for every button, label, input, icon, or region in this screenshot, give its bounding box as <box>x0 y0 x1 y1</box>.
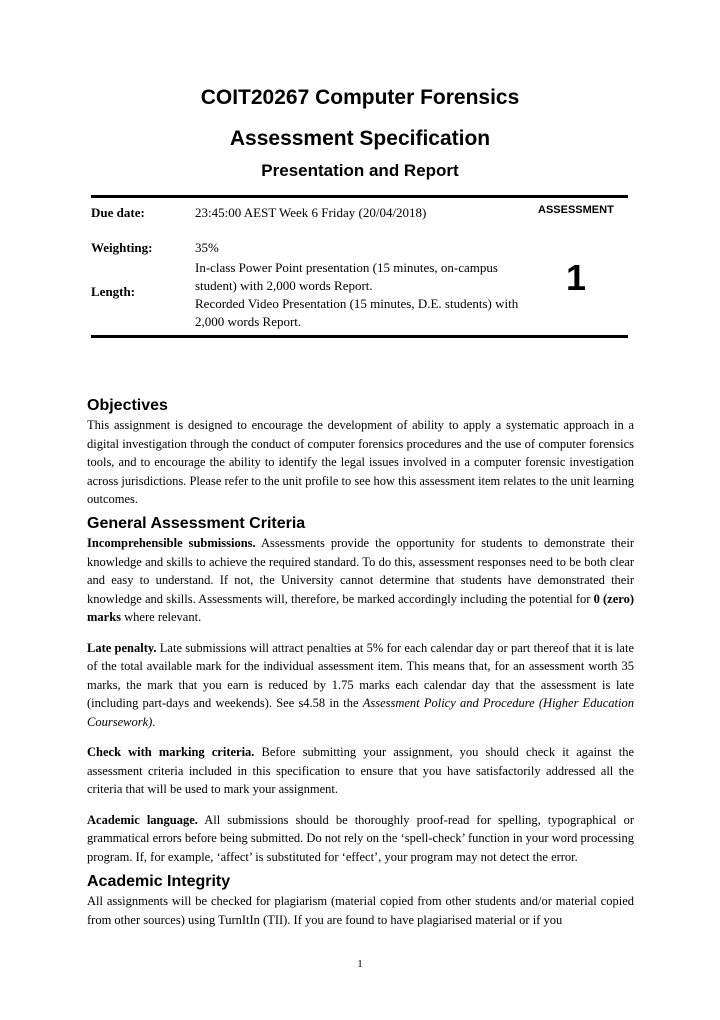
document-subsubtitle: Presentation and Report <box>261 161 459 180</box>
objectives-heading: Objectives <box>87 397 168 414</box>
length-line: In-class Power Point presentation (15 minutes, on-campus <box>195 260 498 275</box>
due-date-value: 23:45:00 AEST Week 6 Friday (20/04/2018) <box>195 205 427 220</box>
criteria-heading: General Assessment Criteria <box>87 515 306 532</box>
late-tail: . <box>152 714 156 729</box>
incomprehensible-text: Assessments provide the opportunity for students to demonstrate their knowledge and skills to achieve the required standard. To do this, assessment responses need to be both clear and easy to understand. If not, the University cannot determine that students have demonstrated their knowledge and skills. Assessments will, therefore, be marked accordingly including the potential for <box>87 536 634 606</box>
incomprehensible-tail: where relevant. <box>121 610 202 624</box>
language-lead: Academic language. <box>87 812 198 827</box>
header-rule-bottom <box>91 335 628 338</box>
objectives-text: This assignment is designed to encourage the development of ability to apply a systematic approach in a digital investigation through the conduct of computer forensics procedures and the use of computer forensics tools, and to encourage the ability to identify the legal issues involved in a computer forensic investigation across jurisdictions. Please refer to the unit profile to see how this assessment item relates to the unit learning outcomes. <box>87 418 634 506</box>
language-text: All submissions should be thoroughly proof-read for spelling, typographical or grammatical errors before being submitted. Do not rely on the ‘spell-check’ function in your word processing program. If, for example, ‘affect’ is substituted for ‘effect’, your program may not detect the error. <box>87 812 634 864</box>
criteria-incomprehensible <box>87 534 634 627</box>
length-line: 2,000 words Report. <box>195 314 302 329</box>
criteria-check <box>87 743 634 799</box>
integrity-section <box>87 872 634 929</box>
criteria-late <box>87 639 634 732</box>
late-lead: Late penalty. <box>87 640 157 655</box>
criteria-section <box>87 514 634 866</box>
assessment-number: 1 <box>566 257 587 298</box>
assessment-label: ASSESSMENT <box>538 204 614 216</box>
integrity-text: All assignments will be checked for plagiarism (material copied from other students and/or material copied from other sources) using TurnItIn (TII). If you are found to have plagiarised material or if you <box>87 894 634 927</box>
policy-reference: Assessment Policy and Procedure (Higher Education Coursework) <box>87 696 635 729</box>
integrity-heading: Academic Integrity <box>87 873 231 890</box>
length-line: student) with 2,000 words Report. <box>195 278 373 293</box>
check-lead: Check with marking criteria. <box>87 745 255 759</box>
weighting-value: 35% <box>195 240 219 255</box>
weighting-label: Weighting: <box>91 240 153 255</box>
document-title: COIT20267 Computer Forensics <box>200 86 520 109</box>
criteria-language <box>87 811 634 867</box>
length-line: Recorded Video Presentation (15 minutes, D.E. students) with <box>195 296 519 311</box>
incomprehensible-lead: Incomprehensible submissions. <box>87 536 256 550</box>
late-text: Late submissions will attract penalties at 5% for each calendar day or part thereof that it is late of the total available mark for the individual assessment item. This means that, for an assessment worth 35 marks, the mark that you earn is reduced by 1.75 marks each calendar day that the assessment is late (including part-days and weekends). See s4.58 in the <box>87 640 634 710</box>
page-number: 1 <box>357 958 363 970</box>
length-label: Length: <box>91 284 136 299</box>
zero-marks-text: 0 (zero) marks <box>87 591 634 624</box>
objectives-section <box>87 396 634 509</box>
due-date-label: Due date: <box>91 205 145 220</box>
header-rule-top <box>91 195 628 198</box>
check-text: Before submitting your assignment, you should check it against the assessment criteria included in this specification to ensure that you have satisfactorily addressed all the criteria that will be used to mark your assignment. <box>87 745 634 796</box>
length-value <box>195 259 535 331</box>
document-subtitle: Assessment Specification <box>229 127 491 150</box>
